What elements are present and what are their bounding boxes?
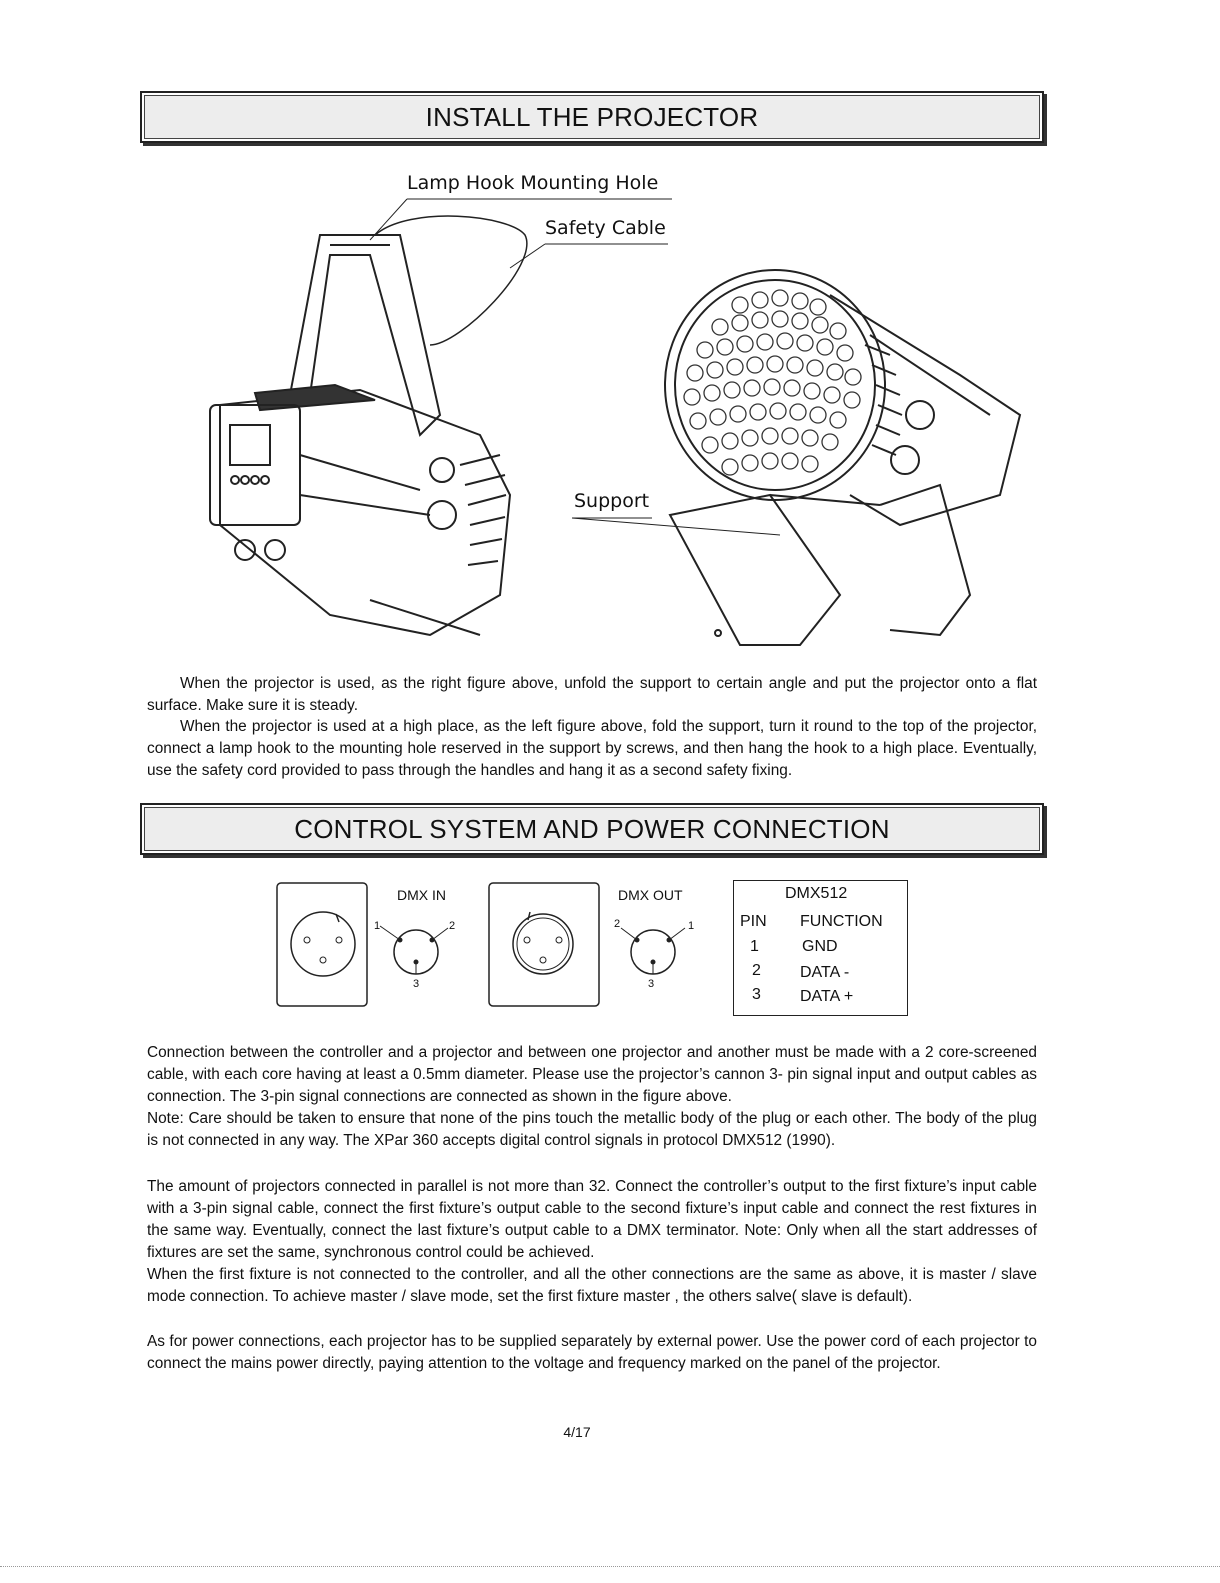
dmx-out-pin-3: 3 <box>648 978 655 990</box>
callout-lamp-hook: Lamp Hook Mounting Hole <box>407 172 659 194</box>
dmx-table-header-pin: PIN <box>740 913 767 930</box>
control-paragraph-note: Note: Care should be taken to ensure that none of the pins touch the metallic body of the plug or each other. The body of the plug is not connected in any way. The XPar 360 accepts digital control signals in protocol DMX512 (1990). <box>147 1110 1037 1149</box>
dmx512-pin-table <box>733 880 908 1016</box>
dmx-table-function-2: DATA - <box>800 964 850 981</box>
dmx-in-pin-3: 3 <box>413 978 420 990</box>
dmx-in-pin-2: 2 <box>449 920 456 932</box>
control-paragraph-3: When the first fixture is not connected to the controller, and all the other connections are the same as above, it is master / slave mode connection. To achieve master / slave mode, set the first fixture master , the others salve( slave is default). <box>147 1266 1037 1305</box>
control-paragraph-power: As for power connections, each projector has to be supplied separately by external power. Use the power cord of each projector to connect the mains power directly, paying attention to the voltage and frequency marked on the panel of the projector. <box>147 1333 1037 1372</box>
dmx-out-pin-2: 2 <box>614 918 621 930</box>
callout-support: Support <box>574 490 650 512</box>
dmx-out-label: DMX OUT <box>618 887 683 903</box>
dmx-table-title: DMX512 <box>785 885 848 902</box>
install-paragraph-2: When the projector is used at a high place, as the left figure above, fold the support, turn it round to the top of the projector, connect a lamp hook to the mounting hole reserved in the support by screws, and then hang the hook to a high place. Eventually, use the safety cord provided to pass through the handles and hang it as a second safety fixing. <box>147 718 1037 779</box>
page-number: 4/17 <box>563 1424 591 1440</box>
dmx-table-pin-1: 1 <box>750 938 759 955</box>
install-paragraph-1: When the projector is used, as the right figure above, unfold the support to certain angle and put the projector onto a flat surface. Make sure it is steady. <box>147 675 1037 714</box>
dmx-in-label: DMX IN <box>397 887 446 903</box>
dmx-table-pin-3: 3 <box>752 986 761 1003</box>
page-bottom-dotted-rule <box>0 1566 1220 1567</box>
dmx-out-pin-1: 1 <box>688 920 695 932</box>
dmx-in-connector-diagram <box>276 882 476 1008</box>
dmx-table-header-function: FUNCTION <box>800 913 883 930</box>
control-paragraph-1: Connection between the controller and a projector and between one projector and another must be made with a 2 core-screened cable, with each core having at least a 0.5mm diameter. Please use the projector’s cannon 3- pin signal input and output cables as connection. The 3-pin signal connections are connected as shown in the figure above. <box>147 1044 1037 1105</box>
dmx-in-pin-1: 1 <box>374 920 381 932</box>
dmx-table-function-3: DATA + <box>800 988 854 1005</box>
dmx-table-pin-2: 2 <box>752 962 761 979</box>
section-title-install: INSTALL THE PROJECTOR <box>425 101 759 132</box>
section-title-control: CONTROL SYSTEM AND POWER CONNECTION <box>294 813 890 844</box>
callout-safety-cable: Safety Cable <box>545 217 666 239</box>
callout-lines <box>0 0 1220 700</box>
dmx-table-function-1: GND <box>802 938 838 955</box>
control-paragraph-2: The amount of projectors connected in parallel is not more than 32. Connect the controller’s output to the first fixture’s input cable with a 3-pin signal cable, connect the first fixture’s output cable to the second fixture’s input cable and connect the rest fixtures in the same way. Eventually, connect the last fixture’s output cable to a DMX terminator. Note: Only when all the start addresses of fixtures are set the same, synchronous control could be achieved. <box>147 1178 1037 1261</box>
section-banner-control <box>140 803 1044 855</box>
